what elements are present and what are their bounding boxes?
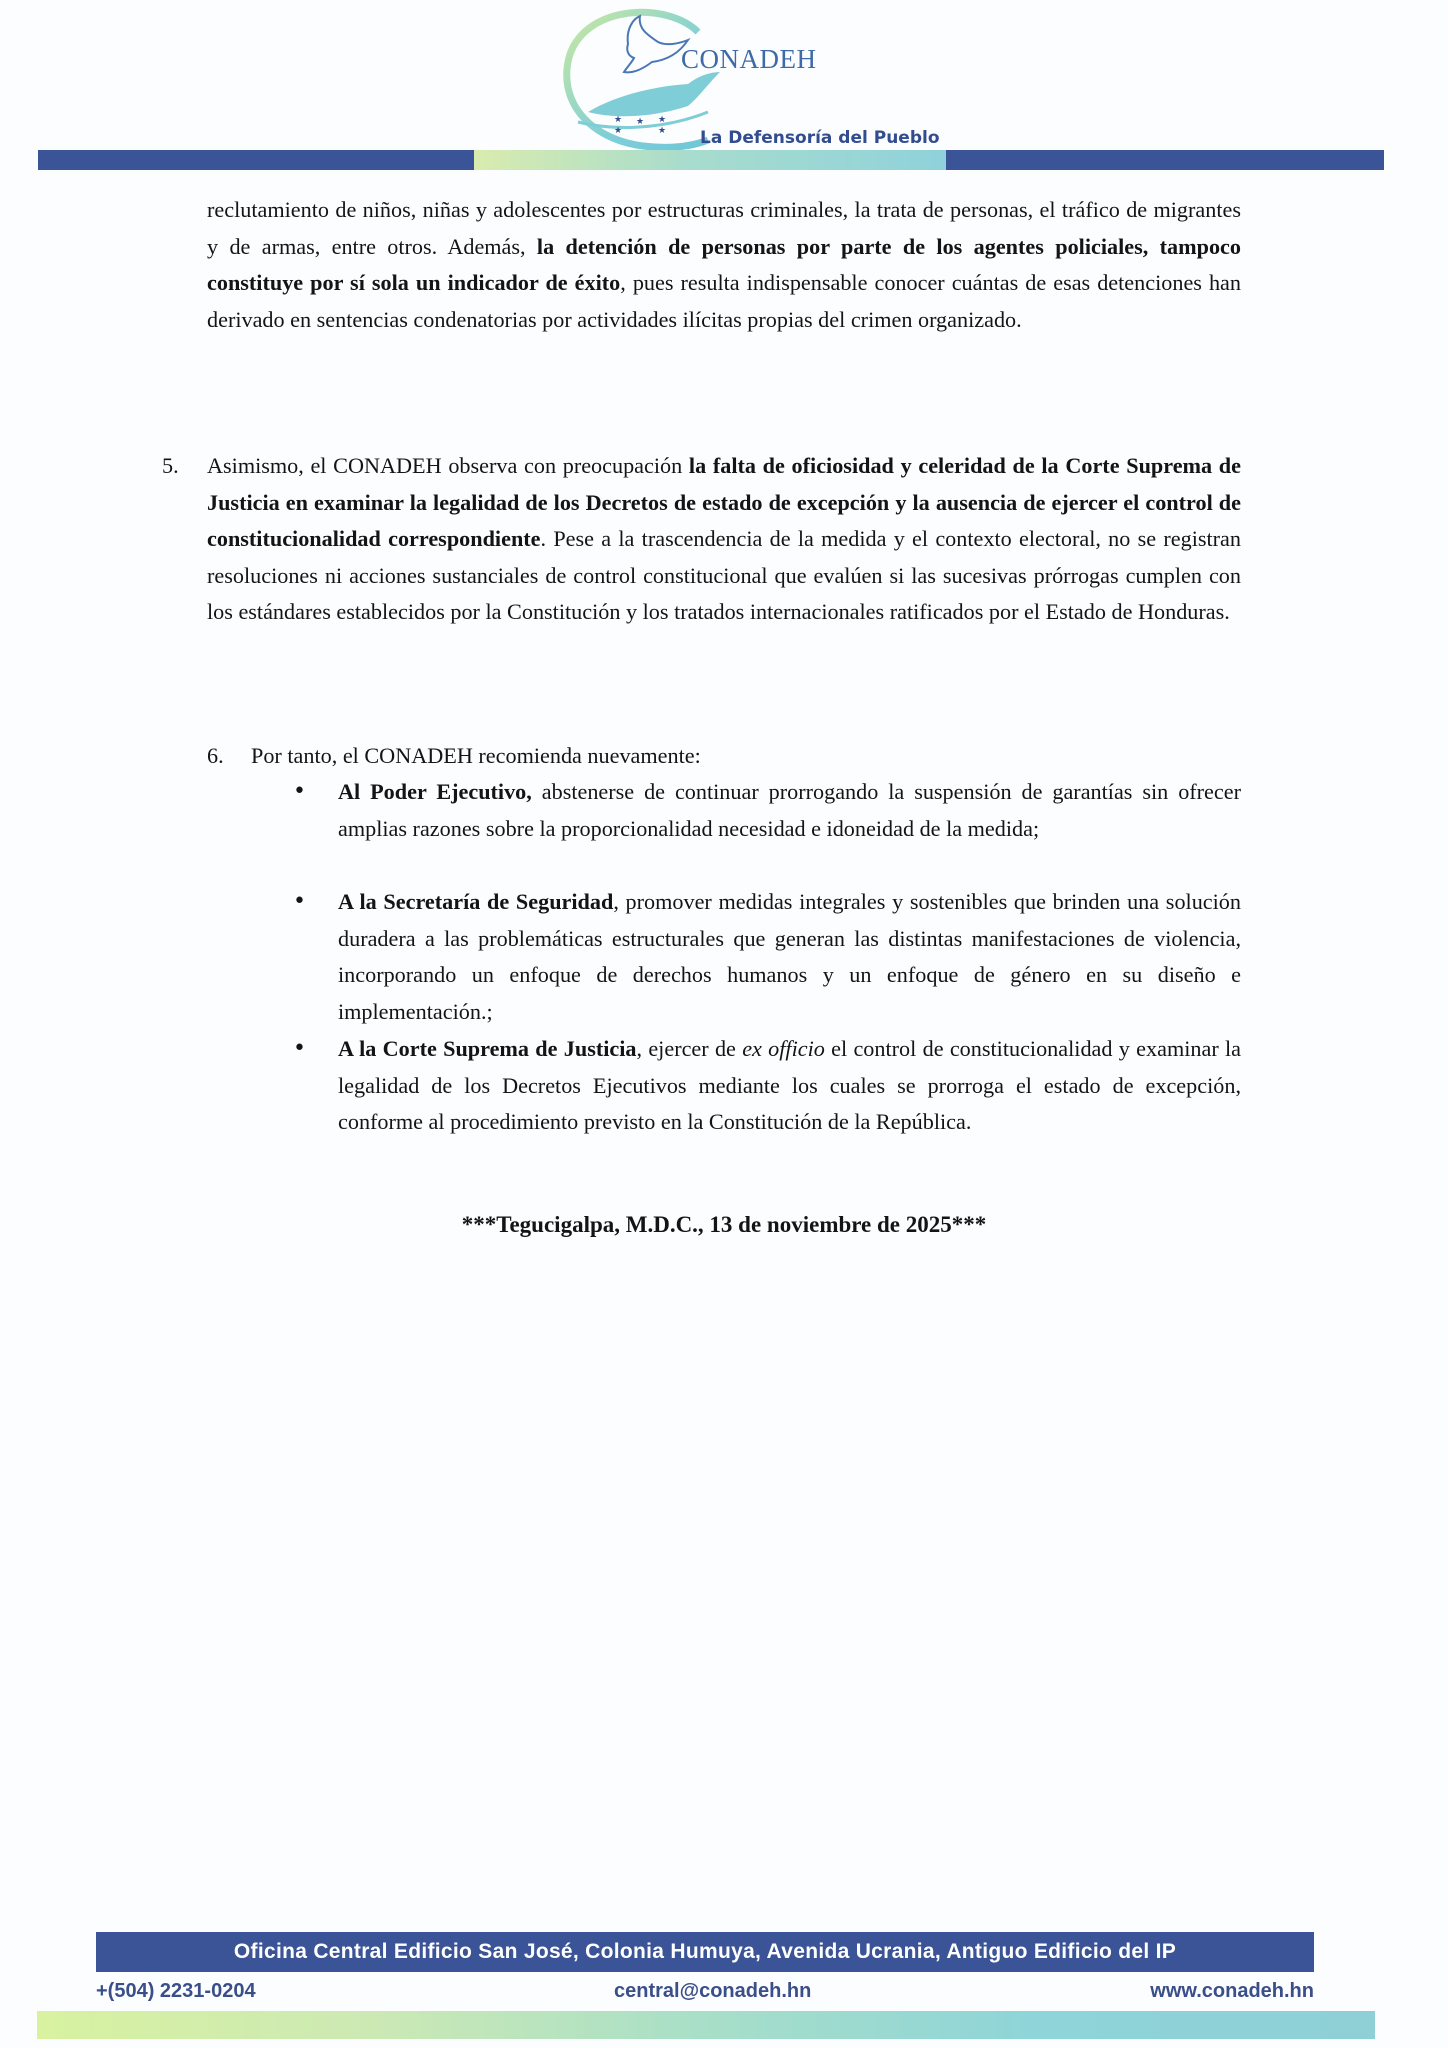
svg-text:★: ★: [636, 117, 645, 127]
recommendation-item: [338, 884, 1241, 1030]
footer-website[interactable]: www.conadeh.hn: [1150, 1980, 1314, 2002]
text-run: . Pese a la trascendencia de la medida y el contexto electoral, no se registran resoluciones ni acciones sustanciales de control constitucional que evalúen si las sucesivas prórrogas cumplen con los estándares establecidos por la Constitución y los tratados internacionales ratificados por el Estado de Honduras.: [207, 526, 1241, 624]
item-number-6: 6.: [207, 743, 224, 768]
text-run: Asimismo, el CONADEH observa con preocupación: [207, 453, 689, 478]
svg-text:★: ★: [658, 126, 667, 136]
bullet-icon: •: [293, 889, 306, 914]
footer-email[interactable]: central@conadeh.hn: [614, 1980, 812, 2002]
header-bar-left: [38, 150, 474, 170]
italic-run: ex officio: [742, 1036, 825, 1061]
bold-run: la falta de oficiosidad y celeridad de la Corte Suprema de Justicia en examinar la legalidad de los Decretos de estado de excepción y la ausencia de ejercer el control de constitucionalidad correspondiente: [207, 453, 1241, 551]
place-date-signoff: ***Tegucigalpa, M.D.C., 13 de noviembre de 2025***: [461, 1212, 987, 1237]
text-run: , promover medidas integrales y sostenibles que brinden una solución duradera a las problemáticas estructurales que generan las distintas manifestaciones de violencia, incorporando un enfoque de derechos humanos y un enfoque de género en su diseño e implementación.;: [338, 889, 1241, 1024]
bold-run: A la Secretaría de Seguridad: [338, 889, 614, 914]
logo-subtitle: La Defensoría del Pueblo: [700, 128, 940, 148]
header-bar-gradient: [474, 150, 946, 170]
bullet-icon: •: [293, 779, 306, 804]
svg-text:★: ★: [614, 126, 623, 136]
svg-text:★: ★: [614, 115, 623, 125]
svg-text:★: ★: [658, 115, 667, 125]
footer-address: Oficina Central Edificio San José, Colonia Humuya, Avenida Ucrania, Antiguo Edificio del IP: [96, 1932, 1314, 1972]
text-run: abstenerse de continuar prorrogando la suspensión de garantías sin ofrecer amplias razones sobre la proporcionalidad necesidad e idoneidad de la medida;: [338, 779, 1241, 841]
item-6-intro: Por tanto, el CONADEH recomienda nuevamente:: [251, 743, 701, 768]
text-run: , pues resulta indispensable conocer cuántas de esas detenciones han derivado en sentencias condenatorias por actividades ilícitas propias del crimen organizado.: [207, 270, 1241, 332]
dove-icon: [624, 16, 688, 72]
conadeh-logo: [548, 4, 968, 152]
bold-run: A la Corte Suprema de Justicia: [338, 1036, 637, 1061]
text-run: , ejercer de: [636, 1036, 743, 1061]
footer-phone[interactable]: +(504) 2231-0204: [96, 1980, 256, 2002]
bullet-icon: •: [293, 1036, 306, 1061]
header-bar-right: [946, 150, 1384, 170]
item-5-paragraph: [207, 448, 1241, 631]
bold-run: la detención de personas por parte de los agentes policiales, tampoco constituye por sí sola un indicador de éxito: [207, 233, 1241, 295]
footer-gradient-bar: [37, 2011, 1375, 2039]
stars-icon: [614, 115, 666, 136]
text-run: el control de constitucionalidad y examinar la legalidad de los Decretos Ejecutivos mediante los cuales se prorroga el estado de excepción, conforme al procedimiento previsto en la Constitución de la República.: [338, 1036, 1242, 1134]
hand-icon: [588, 72, 720, 116]
bold-run: Al Poder Ejecutivo,: [338, 779, 532, 804]
continuation-paragraph: [207, 192, 1241, 338]
item-number-5: 5.: [162, 453, 179, 478]
recommendation-item: [338, 1031, 1241, 1141]
recommendation-item: [338, 774, 1241, 847]
logo-title: CONADEH: [681, 44, 817, 74]
text-run: reclutamiento de niños, niñas y adolescentes por estructuras criminales, la trata de personas, el tráfico de migrantes y de armas, entre otros. Además,: [207, 197, 1241, 259]
